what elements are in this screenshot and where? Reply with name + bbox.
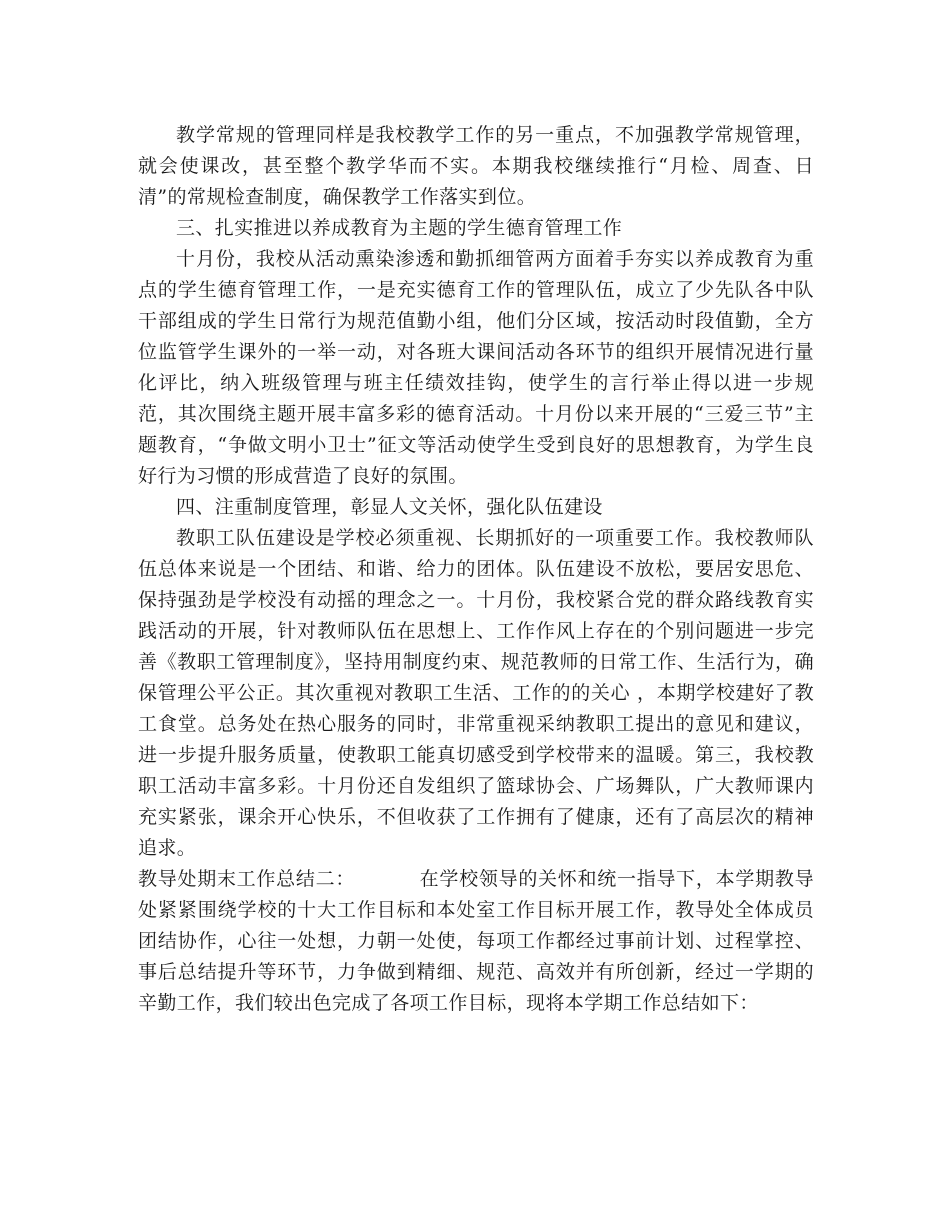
summary-title: 教导处期末工作总结二：: [138, 868, 356, 890]
section-heading-staff-building: 四、注重制度管理，彰显人文关怀，强化队伍建设: [176, 496, 603, 518]
paragraph-teaching-routine: 教学常规的管理同样是我校教学工作的另一重点，不加强教学常规管理，就会使课改，甚至整个教学华而不实。本期我校继续推行“月检、周查、日清”的常规检查制度，确保教学工作落实到位。: [138, 124, 814, 208]
section-heading-moral-education: 三、扎实推进以养成教育为主题的学生德育管理工作: [176, 217, 623, 239]
summary-paragraph: [138, 864, 814, 1019]
paragraph-staff-building: 教职工队伍建设是学校必须重视、长期抓好的一项重要工作。我校教师队伍总体来说是一个团结、和谐、给力的团体。队伍建设不放松，要居安思危、保持强劲是学校没有动摇的理念之一。十月份，我校紧合党的群众路线教育实践活动的开展，针对教师队伍在思想上、工作作风上存在的个别问题进一步完善《教职工管理制度》，坚持用制度约束、规范教师的日常工作、生活行为，确保管理公平公正。其次重视对教职工生活、工作的的关心 ，本期学校建好了教工食堂。总务处在热心服务的同时，非常重视采纳教职工提出的意见和建议，进一步提升服务质量，使教职工能真切感受到学校带来的温暖。第三，我校教职工活动丰富多彩。十月份还自发组织了篮球协会、广场舞队，广大教师课内充实紧张，课余开心快乐，不但收获了工作拥有了健康，还有了高层次的精神追求。: [138, 527, 814, 859]
summary-body: 在学校领导的关怀和统一指导下，本学期教导处紧紧围绕学校的十大工作目标和本处室工作目标开展工作，教导处全体成员团结协作，心往一处想，力朝一处使，每项工作都经过事前计划、过程掌控、事后总结提升等环节，力争做到精细、规范、高效并有所创新，经过一学期的辛勤工作，我们较出色完成了各项工作目标，现将本学期工作总结如下：: [138, 868, 814, 1014]
paragraph-moral-education: 十月份，我校从活动熏染渗透和勤抓细管两方面着手夯实以养成教育为重点的学生德育管理工作，一是充实德育工作的管理队伍，成立了少先队各中队干部组成的学生日常行为规范值勤小组，他们分区域，按活动时段值勤，全方位监管学生课外的一举一动，对各班大课间活动各环节的组织开展情况进行量化评比，纳入班级管理与班主任绩效挂钩，使学生的言行举止得以进一步规范，其次围绕主题开展丰富多彩的德育活动。十月份以来开展的“三爱三节”主题教育，“争做文明小卫士”征文等活动使学生受到良好的思想教育，为学生良好行为习惯的形成营造了良好的氛围。: [138, 248, 814, 487]
document-body: [138, 120, 814, 1019]
